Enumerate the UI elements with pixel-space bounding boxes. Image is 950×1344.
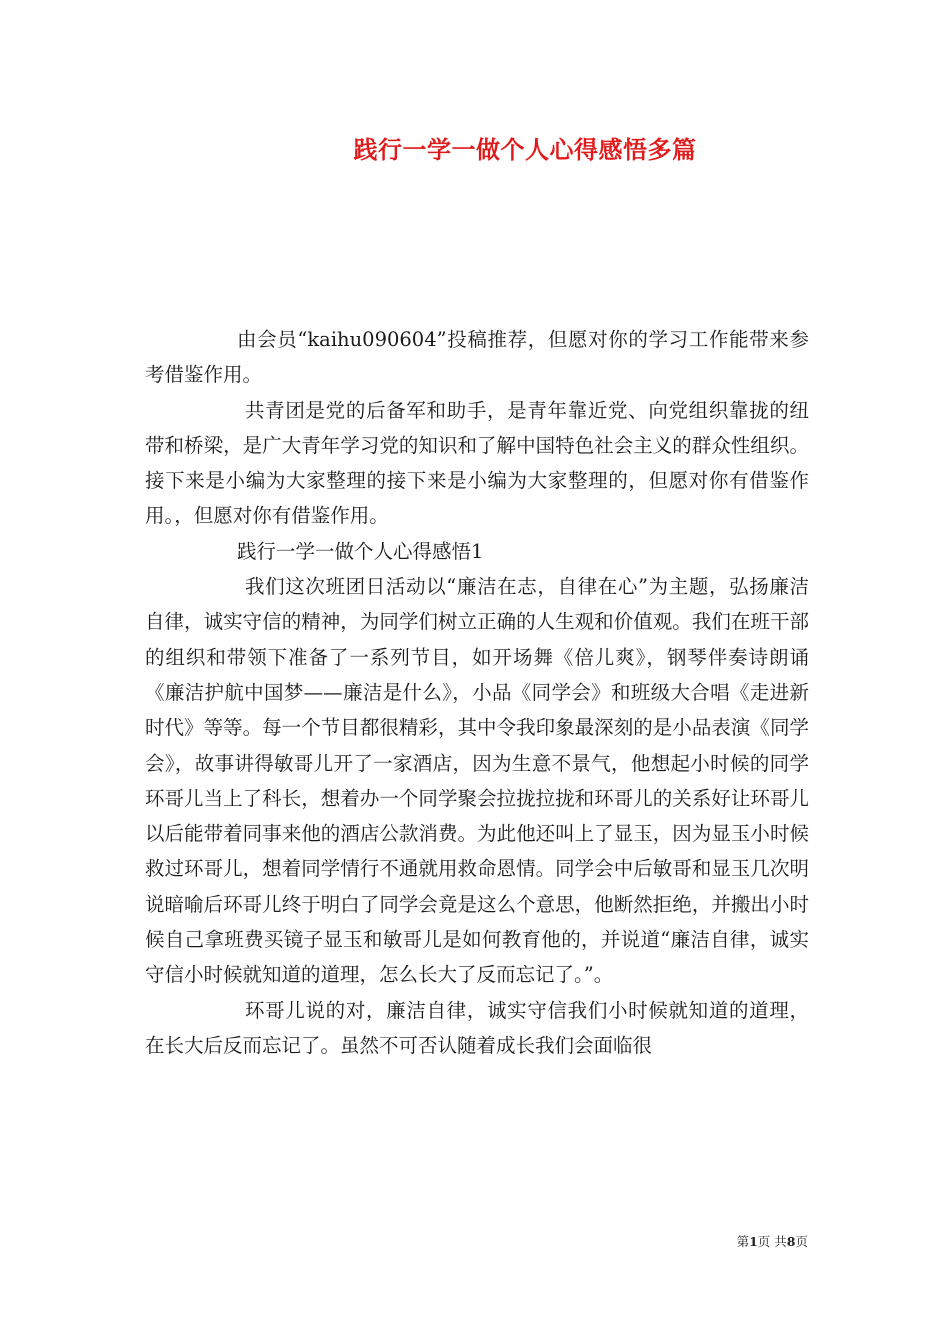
- document-body: [145, 322, 809, 1063]
- paragraph: 我们这次班团日活动以“廉洁在志，自律在心”为主题，弘扬廉洁自律，诚实守信的精神，为同学们树立正确的人生观和价值观。我们在班干部的组织和带领下准备了一系列节目，如开场舞《倍儿爽》，钢琴伴奏诗朗诵《廉洁护航中国梦——廉洁是什么》，小品《同学会》和班级大合唱《走进新时代》等等。每一个节目都很精彩，其中令我印象最深刻的是小品表演《同学会》，故事讲得敏哥儿开了一家酒店，因为生意不景气，他想起小时候的同学环哥儿当上了科长，想着办一个同学聚会拉拢拉拢和环哥儿的关系好让环哥儿以后能带着同事来他的酒店公款消费。为此他还叫上了显玉，因为显玉小时候救过环哥儿，想着同学情行不通就用救命恩情。同学会中后敏哥和显玉几次明说暗喻后环哥儿终于明白了同学会竟是这么个意思，他断然拒绝，并搬出小时候自己拿班费买镜子显玉和敏哥儿是如何教育他的，并说道“廉洁自律，诚实守信小时候就知道的道理，怎么长大了反而忘记了。”。: [145, 575, 809, 987]
- intro-paragraph: 由会员“kaihu090604”投稿推荐，但愿对你的学习工作能带来参考借鉴作用。: [145, 328, 809, 387]
- section-heading: 践行一学一做个人心得感悟1: [237, 539, 484, 563]
- document-title: 践行一学一做个人心得感悟多篇: [353, 135, 697, 164]
- paragraph: 共青团是党的后备军和助手，是青年靠近党、向党组织靠拢的纽带和桥梁，是广大青年学习党的知识和了解中国特色社会主义的群众性组织。接下来是小编为大家整理的接下来是小编为大家整理的，但愿对你有借鉴作用。，但愿对你有借鉴作用。: [145, 398, 809, 528]
- footer-current-page: 1: [749, 1234, 758, 1249]
- page-number-footer: [737, 1232, 808, 1250]
- footer-suffix: 页: [795, 1234, 808, 1249]
- paragraph: 环哥儿说的对，廉洁自律，诚实守信我们小时候就知道的道理，在长大后反而忘记了。虽然不可否认随着成长我们会面临很: [145, 998, 809, 1057]
- footer-middle: 页 共: [757, 1234, 787, 1249]
- footer-prefix: 第: [736, 1234, 750, 1249]
- footer-total-pages: 8: [786, 1234, 796, 1249]
